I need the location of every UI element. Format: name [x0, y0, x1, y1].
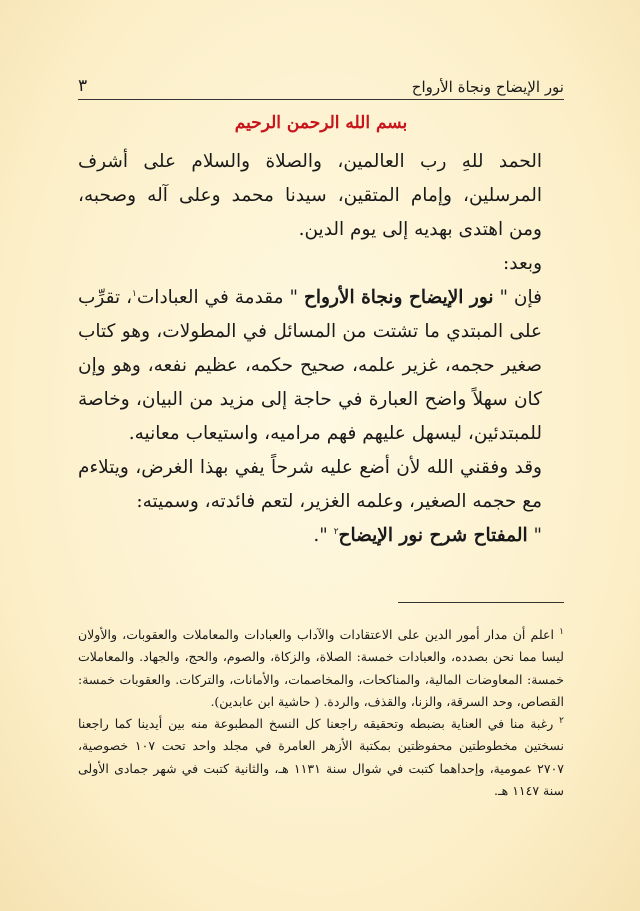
footnote-2-text: رغبة منا في العناية بضبطه وتحقيقه راجعنا كل النسخ المطبوعة منه بين أيدينا كما راجعنا نسختين مخطوطتين محفوظتين بمكتبة الأزهر العامرة في مجلد واحد تحت ١٠٧ خصوصية، ٢٧٠٧ عمومية، وإحداهما كتبت في شوال سنة ١١٣١ هـ، والثانية كتبت في شهر جمادى الأولى سنة ١١٤٧ هـ.	[78, 716, 564, 799]
footnote-1-mark: ١	[559, 626, 564, 637]
footnote-2-mark: ٢	[559, 716, 564, 727]
paragraph-5	[78, 519, 564, 553]
footnotes	[78, 624, 564, 802]
footnote-2	[78, 713, 564, 802]
header-title: نور الإيضاح ونجاة الأرواح	[411, 78, 564, 96]
main-text	[78, 145, 564, 553]
footnote-1	[78, 624, 564, 713]
page-number: ٣	[78, 76, 88, 96]
paragraph-5-end: ".	[313, 525, 334, 546]
paragraph-3	[78, 281, 564, 451]
commentary-title: المفتاح شرح نور الإيضاح	[338, 525, 528, 546]
paragraph-5-start: "	[527, 525, 542, 546]
footnote-divider	[398, 602, 564, 603]
book-title: نور الإيضاح ونجاة الأرواح	[303, 287, 494, 308]
paragraph-3-middle: " مقدمة في العبادات	[136, 287, 304, 308]
paragraph-2: وبعد:	[503, 253, 542, 274]
footnote-ref-2: ٢	[333, 526, 339, 537]
basmala-heading: بسم الله الرحمن الرحيم	[234, 113, 408, 133]
paragraph-1: الحمد للهِ رب العالمين، والصلاة والسلام على أشرف المرسلين، وإمام المتقين، سيدنا محمد وعلى آله وصحبه، ومن اهتدى بهديه إلى يوم الدين.	[78, 151, 542, 240]
paragraph-4: وقد وفقني الله لأن أضع عليه شرحاً يفي بهذا الغرض، ويتلاءم مع حجمه الصغير، وعلمه الغزير، لتعم فائدته، وسميته:	[78, 457, 542, 512]
paragraph-3-start: فإن "	[493, 287, 542, 308]
footnote-ref-1: ١	[132, 288, 137, 299]
paragraph-3-end: ، تقرِّب على المبتدي ما تشتت من المسائل في المطولات، وهو كتاب صغير حجمه، غزير علمه، صحيح حكمه، عظيم نفعه، وهو وإن كان سهلاً واضح العبارة في حاجة إلى مزيد من البيان، وخاصة للمبتدئين، ليسهل عليهم فهم مراميه، واستيعاب معانيه.	[78, 287, 542, 444]
running-header	[78, 68, 564, 100]
footnote-1-text: اعلم أن مدار أمور الدين على الاعتقادات والآداب والعبادات والمعاملات والعقوبات، والأولان ليسا مما نحن بصدده، والعبادات خمسة: الصلاة، والزكاة، والصوم، والحج، والجهاد. والمعاملات خمسة: المعاوضات المالية، والمناكحات، والمخاصمات، والأمانات، والتركات. والعقوبات خمسة: القصاص، وحد السرقة، والزنا، والقذف، والردة. ( حاشية ابن عابدين).	[78, 627, 564, 709]
